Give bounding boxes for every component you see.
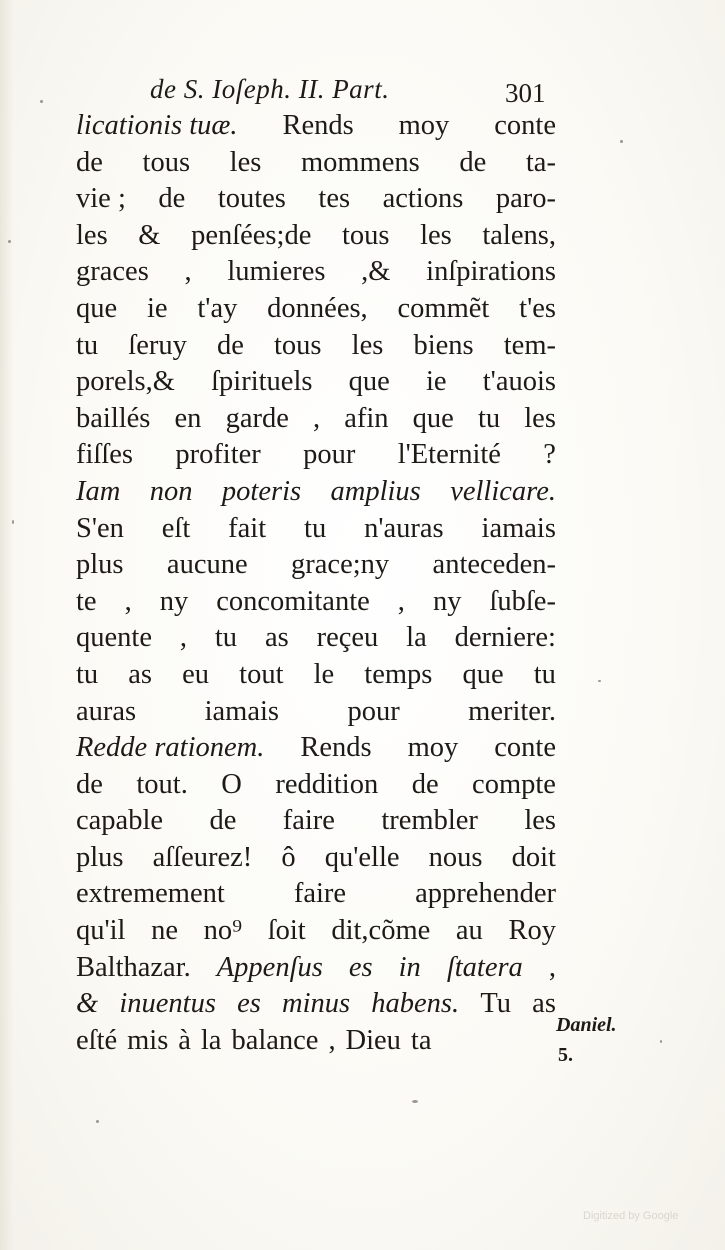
word: mommens xyxy=(300,146,420,178)
text-line xyxy=(76,218,556,255)
word: les xyxy=(524,805,556,837)
word: minus xyxy=(282,988,351,1020)
word: doit xyxy=(511,841,556,873)
word: mis xyxy=(127,1024,169,1056)
word: eſté xyxy=(76,1024,118,1056)
page-number: 301 xyxy=(505,78,546,108)
word: pour xyxy=(303,439,356,471)
margin-note-chapter: 5. xyxy=(558,1044,573,1066)
text-line xyxy=(76,767,556,804)
word: S'en xyxy=(76,512,124,544)
word: les xyxy=(76,219,108,251)
text-line xyxy=(76,657,556,694)
word: habens. xyxy=(371,988,460,1020)
word: t'auois xyxy=(482,366,556,398)
word: reçeu xyxy=(316,622,379,654)
word: de xyxy=(411,768,439,800)
word: grace;ny xyxy=(291,549,390,581)
word: Redde rationem. xyxy=(76,732,265,764)
word: ,& xyxy=(361,256,391,288)
word: conte xyxy=(494,110,556,141)
word: apprehender xyxy=(415,878,556,910)
word: données, xyxy=(267,292,368,324)
word: moy xyxy=(407,732,459,764)
word: ſubſe- xyxy=(489,585,556,617)
text-line xyxy=(76,474,556,511)
word: Roy xyxy=(508,915,556,947)
scan-speck xyxy=(12,520,14,524)
word: es xyxy=(348,951,373,983)
word: t'es xyxy=(519,292,556,324)
text-line xyxy=(76,254,556,291)
word: en xyxy=(174,402,202,434)
word: Appenſus xyxy=(216,951,323,983)
word: ie xyxy=(426,366,447,398)
word: temps xyxy=(364,658,433,690)
text-line xyxy=(76,620,556,657)
word: , xyxy=(548,951,556,983)
word: que xyxy=(412,402,454,434)
word: les xyxy=(351,329,384,361)
text-line xyxy=(76,950,556,987)
word: , xyxy=(124,585,132,617)
word: garde xyxy=(225,402,289,434)
word: as xyxy=(532,988,556,1020)
word: tu xyxy=(533,658,556,690)
word: inuentus xyxy=(119,988,216,1020)
word: aucune xyxy=(166,549,248,581)
word: ne xyxy=(151,915,179,947)
word: commẽt xyxy=(397,292,490,324)
word: fiſſes xyxy=(76,439,133,471)
word: ſeruy xyxy=(128,329,187,361)
text-line xyxy=(76,181,556,218)
word: qu'elle xyxy=(324,841,400,873)
word: vellicare. xyxy=(450,475,556,507)
word: la xyxy=(200,1024,222,1056)
text-line xyxy=(76,145,556,182)
word: licationis tuæ. xyxy=(76,110,238,141)
word: tes xyxy=(318,183,351,215)
word: O xyxy=(221,768,242,800)
text-line xyxy=(76,730,556,767)
word: baillés xyxy=(76,402,151,434)
text-line xyxy=(76,986,556,1023)
word: & xyxy=(138,219,161,251)
word: plus xyxy=(76,549,124,581)
word: poteris xyxy=(221,475,302,507)
word: as xyxy=(264,622,289,654)
scan-speck xyxy=(620,140,623,143)
word: extremement xyxy=(76,878,225,910)
word: & xyxy=(76,988,99,1020)
text-line xyxy=(76,803,556,840)
word: tu xyxy=(214,622,238,654)
word: graces xyxy=(76,256,149,288)
text-line xyxy=(76,840,556,877)
word: biens xyxy=(413,329,474,361)
word: ô xyxy=(281,841,296,873)
word: , xyxy=(328,1024,336,1056)
word: paro- xyxy=(495,183,556,215)
word: n'auras xyxy=(364,512,444,544)
margin-note-reference: Daniel. xyxy=(556,1014,617,1036)
word: tu xyxy=(477,402,501,434)
word: vie ; xyxy=(76,183,126,215)
word: eſt xyxy=(161,512,191,544)
scan-speck xyxy=(8,240,11,243)
word: ta xyxy=(410,1024,432,1056)
word: non xyxy=(149,475,193,507)
word: Dieu xyxy=(345,1024,401,1056)
word: iamais xyxy=(481,512,556,544)
word: de xyxy=(76,768,103,800)
word: talens, xyxy=(482,219,556,251)
word: tous xyxy=(142,146,191,178)
word: t'ay xyxy=(197,292,238,324)
word: trembler xyxy=(381,805,478,837)
word: amplius xyxy=(330,475,421,507)
word: ie xyxy=(146,292,168,324)
text-line xyxy=(76,694,556,731)
word: les xyxy=(524,402,556,434)
text-line xyxy=(76,584,556,621)
word: es xyxy=(237,988,261,1020)
page-edge-shadow xyxy=(0,0,14,1250)
word: te xyxy=(76,585,97,617)
scan-speck xyxy=(412,1100,418,1103)
word: de xyxy=(216,329,244,361)
text-line xyxy=(76,437,556,474)
word: no⁹ xyxy=(203,915,243,947)
word: les xyxy=(420,219,452,251)
word: tu xyxy=(76,658,99,690)
word: , xyxy=(397,585,405,617)
word: iamais xyxy=(204,695,279,727)
word: reddition xyxy=(275,768,379,800)
scan-speck xyxy=(96,1120,99,1123)
word: Iam xyxy=(76,475,121,507)
text-line xyxy=(76,1023,556,1060)
word: faire xyxy=(282,805,335,837)
word: nous xyxy=(428,841,483,873)
word: inſpirations xyxy=(426,256,556,288)
word: auras xyxy=(76,695,137,727)
word: conte xyxy=(494,732,556,764)
word: ſpirituels xyxy=(211,366,313,398)
word: ſtatera xyxy=(446,951,523,983)
word: in xyxy=(398,951,421,983)
word: quente xyxy=(76,622,152,654)
watermark: Digitized by Google xyxy=(583,1210,679,1222)
word: plus xyxy=(76,841,124,873)
word: que xyxy=(348,366,390,398)
word: de xyxy=(459,146,487,178)
text-line xyxy=(76,401,556,438)
word: actions xyxy=(382,183,464,215)
running-title: de S. Ioſeph. II. Part. xyxy=(150,74,390,104)
word: penſées;de xyxy=(191,219,312,251)
word: au xyxy=(455,915,483,947)
word: meriter. xyxy=(468,695,556,727)
scan-speck xyxy=(660,1040,662,1043)
word: tout xyxy=(239,658,284,690)
word: profiter xyxy=(175,439,261,471)
word: fait xyxy=(228,512,267,544)
word: porels,& xyxy=(76,366,175,398)
word: tous xyxy=(274,329,322,361)
word: de xyxy=(76,146,103,178)
word: eu xyxy=(182,658,210,690)
word: aſſeurez! xyxy=(152,841,253,873)
word: ny xyxy=(432,585,462,617)
text-line xyxy=(76,328,556,365)
word: concomitante xyxy=(216,585,370,617)
text-line xyxy=(76,511,556,548)
word: Tu xyxy=(480,988,511,1020)
text-line xyxy=(76,291,556,328)
word: , xyxy=(312,402,321,434)
word: Rends xyxy=(300,732,372,764)
word: dit,cõme xyxy=(331,915,431,947)
text-line xyxy=(76,876,556,913)
word: à xyxy=(178,1024,191,1056)
word: , xyxy=(179,622,187,654)
scan-speck xyxy=(598,680,601,682)
word: Balthazar. xyxy=(76,951,191,983)
word: capable xyxy=(76,805,164,837)
word: as xyxy=(128,658,153,690)
word: compte xyxy=(472,768,556,800)
scan-speck xyxy=(40,100,43,103)
word: la xyxy=(406,622,427,654)
word: tous xyxy=(341,219,390,251)
word: l'Eternité xyxy=(397,439,501,471)
word: moy xyxy=(398,110,450,141)
word: tu xyxy=(76,329,99,361)
text-line xyxy=(76,108,556,145)
word: les xyxy=(229,146,262,178)
word: ta- xyxy=(525,146,556,178)
word: balance xyxy=(231,1024,319,1056)
word: faire xyxy=(293,878,347,910)
word: pour xyxy=(347,695,400,727)
word: Rends xyxy=(282,110,354,141)
word: toutes xyxy=(217,183,286,215)
text-line xyxy=(76,364,556,401)
word: lumieres xyxy=(227,256,326,288)
word: anteceden- xyxy=(432,549,556,581)
body-text xyxy=(76,108,556,1059)
word: derniere: xyxy=(454,622,556,654)
word: qu'il xyxy=(76,915,126,947)
word: ? xyxy=(543,439,556,471)
word: que xyxy=(76,292,118,324)
word: de xyxy=(209,805,237,837)
word: que xyxy=(462,658,504,690)
word: de xyxy=(158,183,186,215)
word: le xyxy=(313,658,335,690)
word: ny xyxy=(159,585,189,617)
word: ſoit xyxy=(267,915,306,947)
margin-note xyxy=(556,1010,617,1070)
word: , xyxy=(184,256,192,288)
word: tu xyxy=(304,512,327,544)
text-line xyxy=(76,913,556,950)
word: tem- xyxy=(503,329,556,361)
text-line xyxy=(76,547,556,584)
word: afin xyxy=(344,402,389,434)
word: tout. xyxy=(136,768,188,800)
